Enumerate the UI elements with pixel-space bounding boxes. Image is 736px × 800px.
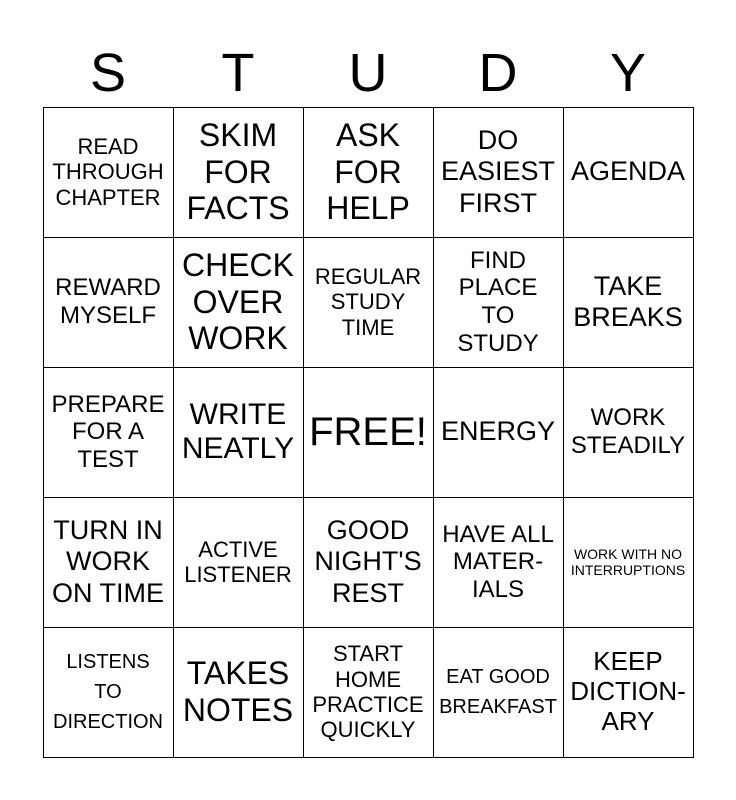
cell-text: TURN IN WORK ON TIME [51,515,164,608]
header-letter-u: U [348,43,388,103]
header-letter-s: S [89,43,127,103]
cell-text: LISTENS TO DIRECTION [53,651,163,733]
cell-text: TAKES NOTES [182,655,294,728]
cell-text: READ THROUGH CHAPTER [52,134,164,210]
cell-text: WRITE NEATLY [181,397,295,465]
cell-text: ENERGY [440,416,556,447]
bingo-header [43,40,693,106]
bingo-cell[interactable] [563,107,694,238]
header-letter-d: D [478,43,518,103]
cell-text: ASK FOR HELP [326,116,410,227]
bingo-cell[interactable] [173,497,304,628]
cell-text: WORK WITH NO INTERRUPTIONS [570,545,686,578]
bingo-cell[interactable] [303,627,434,758]
cell-text: SKIM FOR FACTS [186,116,290,227]
bingo-cell[interactable] [303,237,434,368]
bingo-cell[interactable] [303,497,434,628]
cell-text: REWARD MYSELF [55,274,161,329]
bingo-cell[interactable] [563,237,694,368]
bingo-cell[interactable] [43,497,174,628]
cell-text: FREE! [309,410,427,454]
cell-text: CHECK OVER WORK [181,246,294,357]
bingo-card [43,107,693,757]
bingo-cell[interactable] [433,237,564,368]
bingo-cell[interactable] [43,367,174,498]
cell-text: GOOD NIGHT'S REST [314,515,422,608]
cell-text: ACTIVE LISTENER [184,536,292,587]
bingo-cell[interactable] [43,107,174,238]
cell-text: PREPARE FOR A TEST [51,390,165,473]
bingo-cell[interactable] [43,237,174,368]
bingo-cell[interactable] [563,367,694,498]
cell-text: REGULAR STUDY TIME [314,264,422,340]
bingo-cell[interactable] [433,367,564,498]
bingo-cell[interactable] [563,627,694,758]
cell-text: WORK STEADILY [570,404,686,459]
header-letter-t: T [221,43,255,103]
header-letter-y: Y [609,43,647,103]
cell-text: HAVE ALL MATER- IALS [442,520,554,603]
cell-text: KEEP DICTION- ARY [570,646,686,736]
cell-text: DO EASIEST FIRST [440,125,556,218]
bingo-cell[interactable] [173,107,304,238]
cell-text: START HOME PRACTICE QUICKLY [312,641,424,743]
bingo-cell[interactable] [303,107,434,238]
cell-text: AGENDA [570,156,686,187]
bingo-cell[interactable] [433,107,564,238]
bingo-cell[interactable] [433,497,564,628]
cell-text: TAKE BREAKS [573,270,683,332]
bingo-cell[interactable] [43,627,174,758]
bingo-cell[interactable] [173,237,304,368]
cell-text: FIND PLACE TO STUDY [457,246,539,357]
bingo-cell[interactable] [563,497,694,628]
bingo-cell[interactable] [173,627,304,758]
bingo-cell[interactable] [173,367,304,498]
bingo-cell[interactable] [433,627,564,758]
free-space[interactable] [303,367,434,498]
cell-text: EAT GOOD BREAKFAST [439,666,557,718]
